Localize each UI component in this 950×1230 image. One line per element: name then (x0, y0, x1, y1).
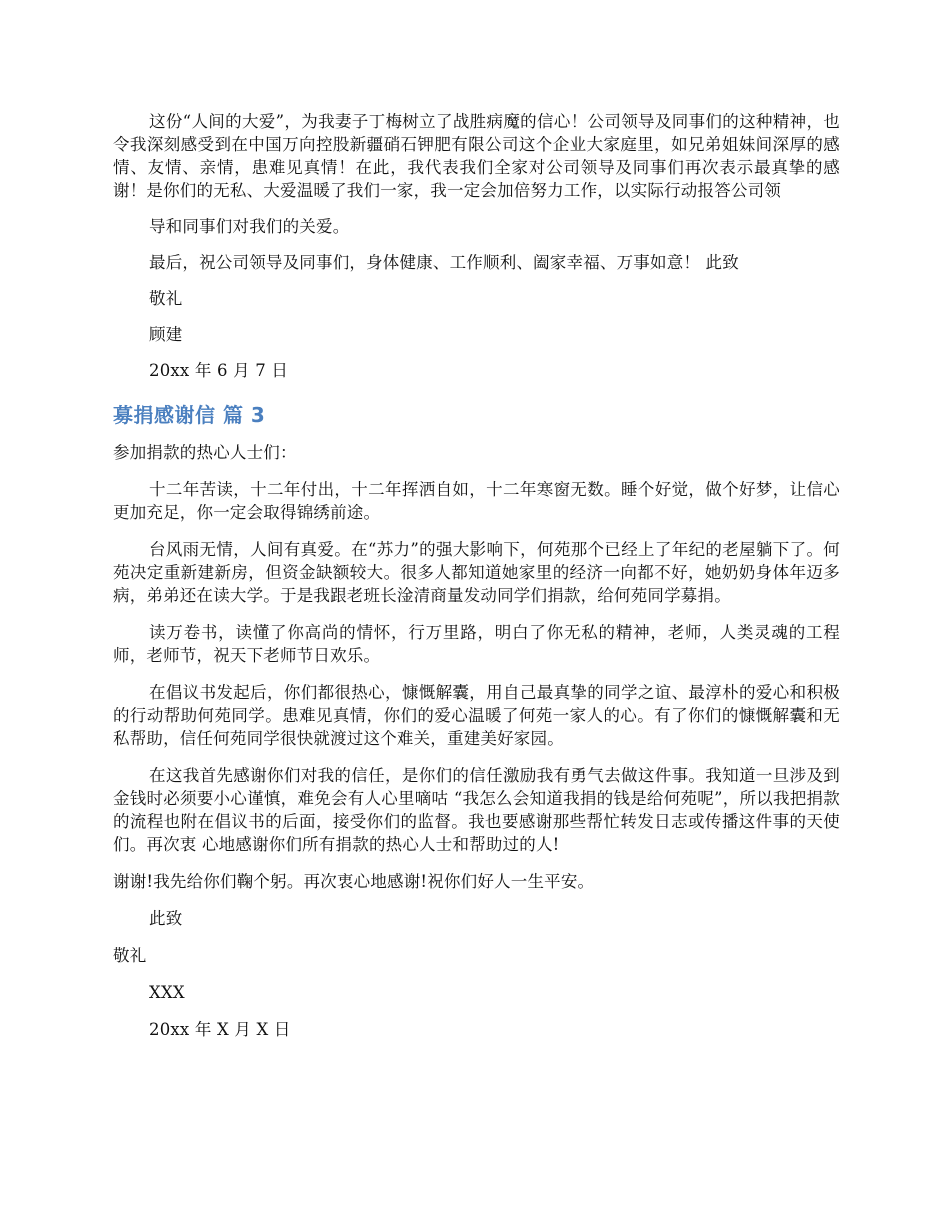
letter-paragraph-1: 十二年苦读，十二年付出，十二年挥洒自如，十二年寒窗无数。睡个好觉，做个好梦，让信心更加充足，你一定会取得锦绣前途。 (113, 480, 840, 522)
previous-letter-date: 20xx 年 6 月 7 日 (149, 361, 289, 380)
letter-paragraph-5: 在这我首先感谢你们对我的信任，是你们的信任激励我有勇气去做这件事。我知道一旦涉及到金钱时必须要小心谨慎，难免会有人心里嘀咕 “我怎么会知道我捐的钱是给何苑呢”，所以我把捐款的流程也附在倡议书的后面，接受你们的监督。我也要感谢那些帮忙转发日志或传播这件事的天使们。再次衷 心地感谢你们所有捐款的热心人士和帮助过的人! (113, 766, 840, 854)
letter-paragraph-2: 台风雨无情，人间有真爱。在“苏力”的强大影响下，何苑那个已经上了年纪的老屋躺下了。何苑决定重新建新房，但资金缺额较大。很多人都知道她家里的经济一向都不好，她奶奶身体年迈多病，弟弟还在读大学。于是我跟老班长淦清商量发动同学们捐款，给何苑同学募捐。 (113, 540, 840, 605)
previous-letter-paragraph-continued: 导和同事们对我们的关爱。 (149, 217, 350, 236)
letter-date: 20xx 年 X 月 X 日 (149, 1020, 291, 1039)
previous-letter-wishes: 最后，祝公司领导及同事们，身体健康、工作顺利、阖家幸福、万事如意！ 此致 (149, 253, 739, 272)
letter-paragraph-3: 读万卷书，读懂了你高尚的情怀，行万里路，明白了你无私的精神，老师，人类灵魂的工程师，老师节，祝天下老师节日欢乐。 (113, 623, 840, 665)
letter-paragraph-4: 在倡议书发起后，你们都很热心，慷慨解囊，用自己最真挚的同学之谊、最淳朴的爱心和积极的行动帮助何苑同学。患难见真情，你们的爱心温暖了何苑一家人的心。有了你们的慷慨解囊和无私帮助，信任何苑同学很快就渡过这个难关，重建美好家园。 (113, 683, 840, 748)
letter-salutation: 参加捐款的热心人士们： (113, 443, 297, 462)
previous-letter-paragraph: 这份“人间的大爱”，为我妻子丁梅树立了战胜病魔的信心！公司领导及同事们的这种精神，也令我深刻感受到在中国万向控股新疆硝石钾肥有限公司这个企业大家庭里，如兄弟姐妹间深厚的感情、友情、亲情，患难见真情！在此，我代表我们全家对公司领导及同事们再次表示最真挚的感谢！是你们的无私、大爱温暖了我们一家，我一定会加倍努力工作，以实际行动报答公司领 (113, 112, 840, 200)
letter-closing: 此致 (149, 909, 183, 928)
letter-signature: XXX (149, 983, 185, 1002)
previous-letter-signature: 顾建 (149, 325, 183, 344)
section-heading: 募捐感谢信 篇 3 (113, 403, 266, 427)
letter-document (113, 110, 840, 1041)
letter-regards: 敬礼 (113, 946, 147, 965)
letter-thanks: 谢谢!我先给你们鞠个躬。再次衷心地感谢!祝你们好人一生平安。 (113, 872, 595, 891)
previous-letter-regards: 敬礼 (149, 289, 183, 308)
